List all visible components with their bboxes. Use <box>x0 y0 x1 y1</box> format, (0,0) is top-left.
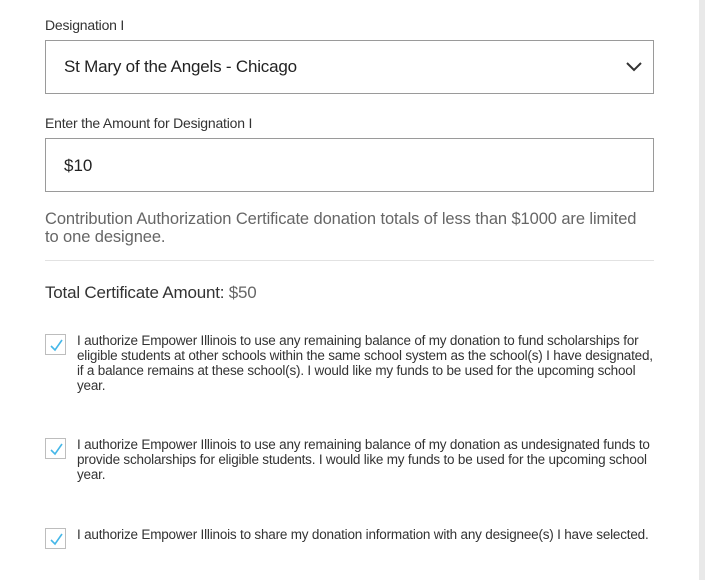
chevron-down-icon <box>625 59 643 73</box>
checkmark-icon <box>49 338 64 353</box>
divider <box>45 260 654 261</box>
designation-selected-value: St Mary of the Angels - Chicago <box>64 57 297 76</box>
total-label: Total Certificate Amount: <box>45 283 225 302</box>
designee-limit-note: Contribution Authorization Certificate donation totals of less than $1000 are limited to one designee. <box>45 210 637 246</box>
amount-input[interactable] <box>45 138 654 192</box>
designation-select[interactable] <box>45 40 654 94</box>
checkmark-icon <box>49 532 64 547</box>
checkmark-icon <box>49 442 64 457</box>
authorization-text-2: I authorize Empower Illinois to use any remaining balance of my donation as undesignated funds to provide scholarships for eligible students. I would like my funds to be used for the upcoming school year. <box>77 437 650 482</box>
amount-input-value: $10 <box>64 156 93 175</box>
amount-label: Enter the Amount for Designation I <box>45 115 253 131</box>
total-certificate-amount <box>45 283 257 303</box>
authorization-checkbox-1[interactable] <box>45 334 66 355</box>
authorization-checkbox-3[interactable] <box>45 528 66 549</box>
authorization-text-1: I authorize Empower Illinois to use any remaining balance of my donation to fund scholarships for eligible students at other schools within the same school system as the school(s) I have designated, if a balance remains at these school(s). I would like my funds to be used for the upcoming school year. <box>77 333 653 393</box>
authorization-checkbox-2[interactable] <box>45 438 66 459</box>
total-value: $50 <box>228 283 257 302</box>
designation-label: Designation I <box>45 17 125 33</box>
scrollbar-track[interactable] <box>699 0 705 580</box>
authorization-text-3: I authorize Empower Illinois to share my donation information with any designee(s) I have selected. <box>77 527 649 542</box>
